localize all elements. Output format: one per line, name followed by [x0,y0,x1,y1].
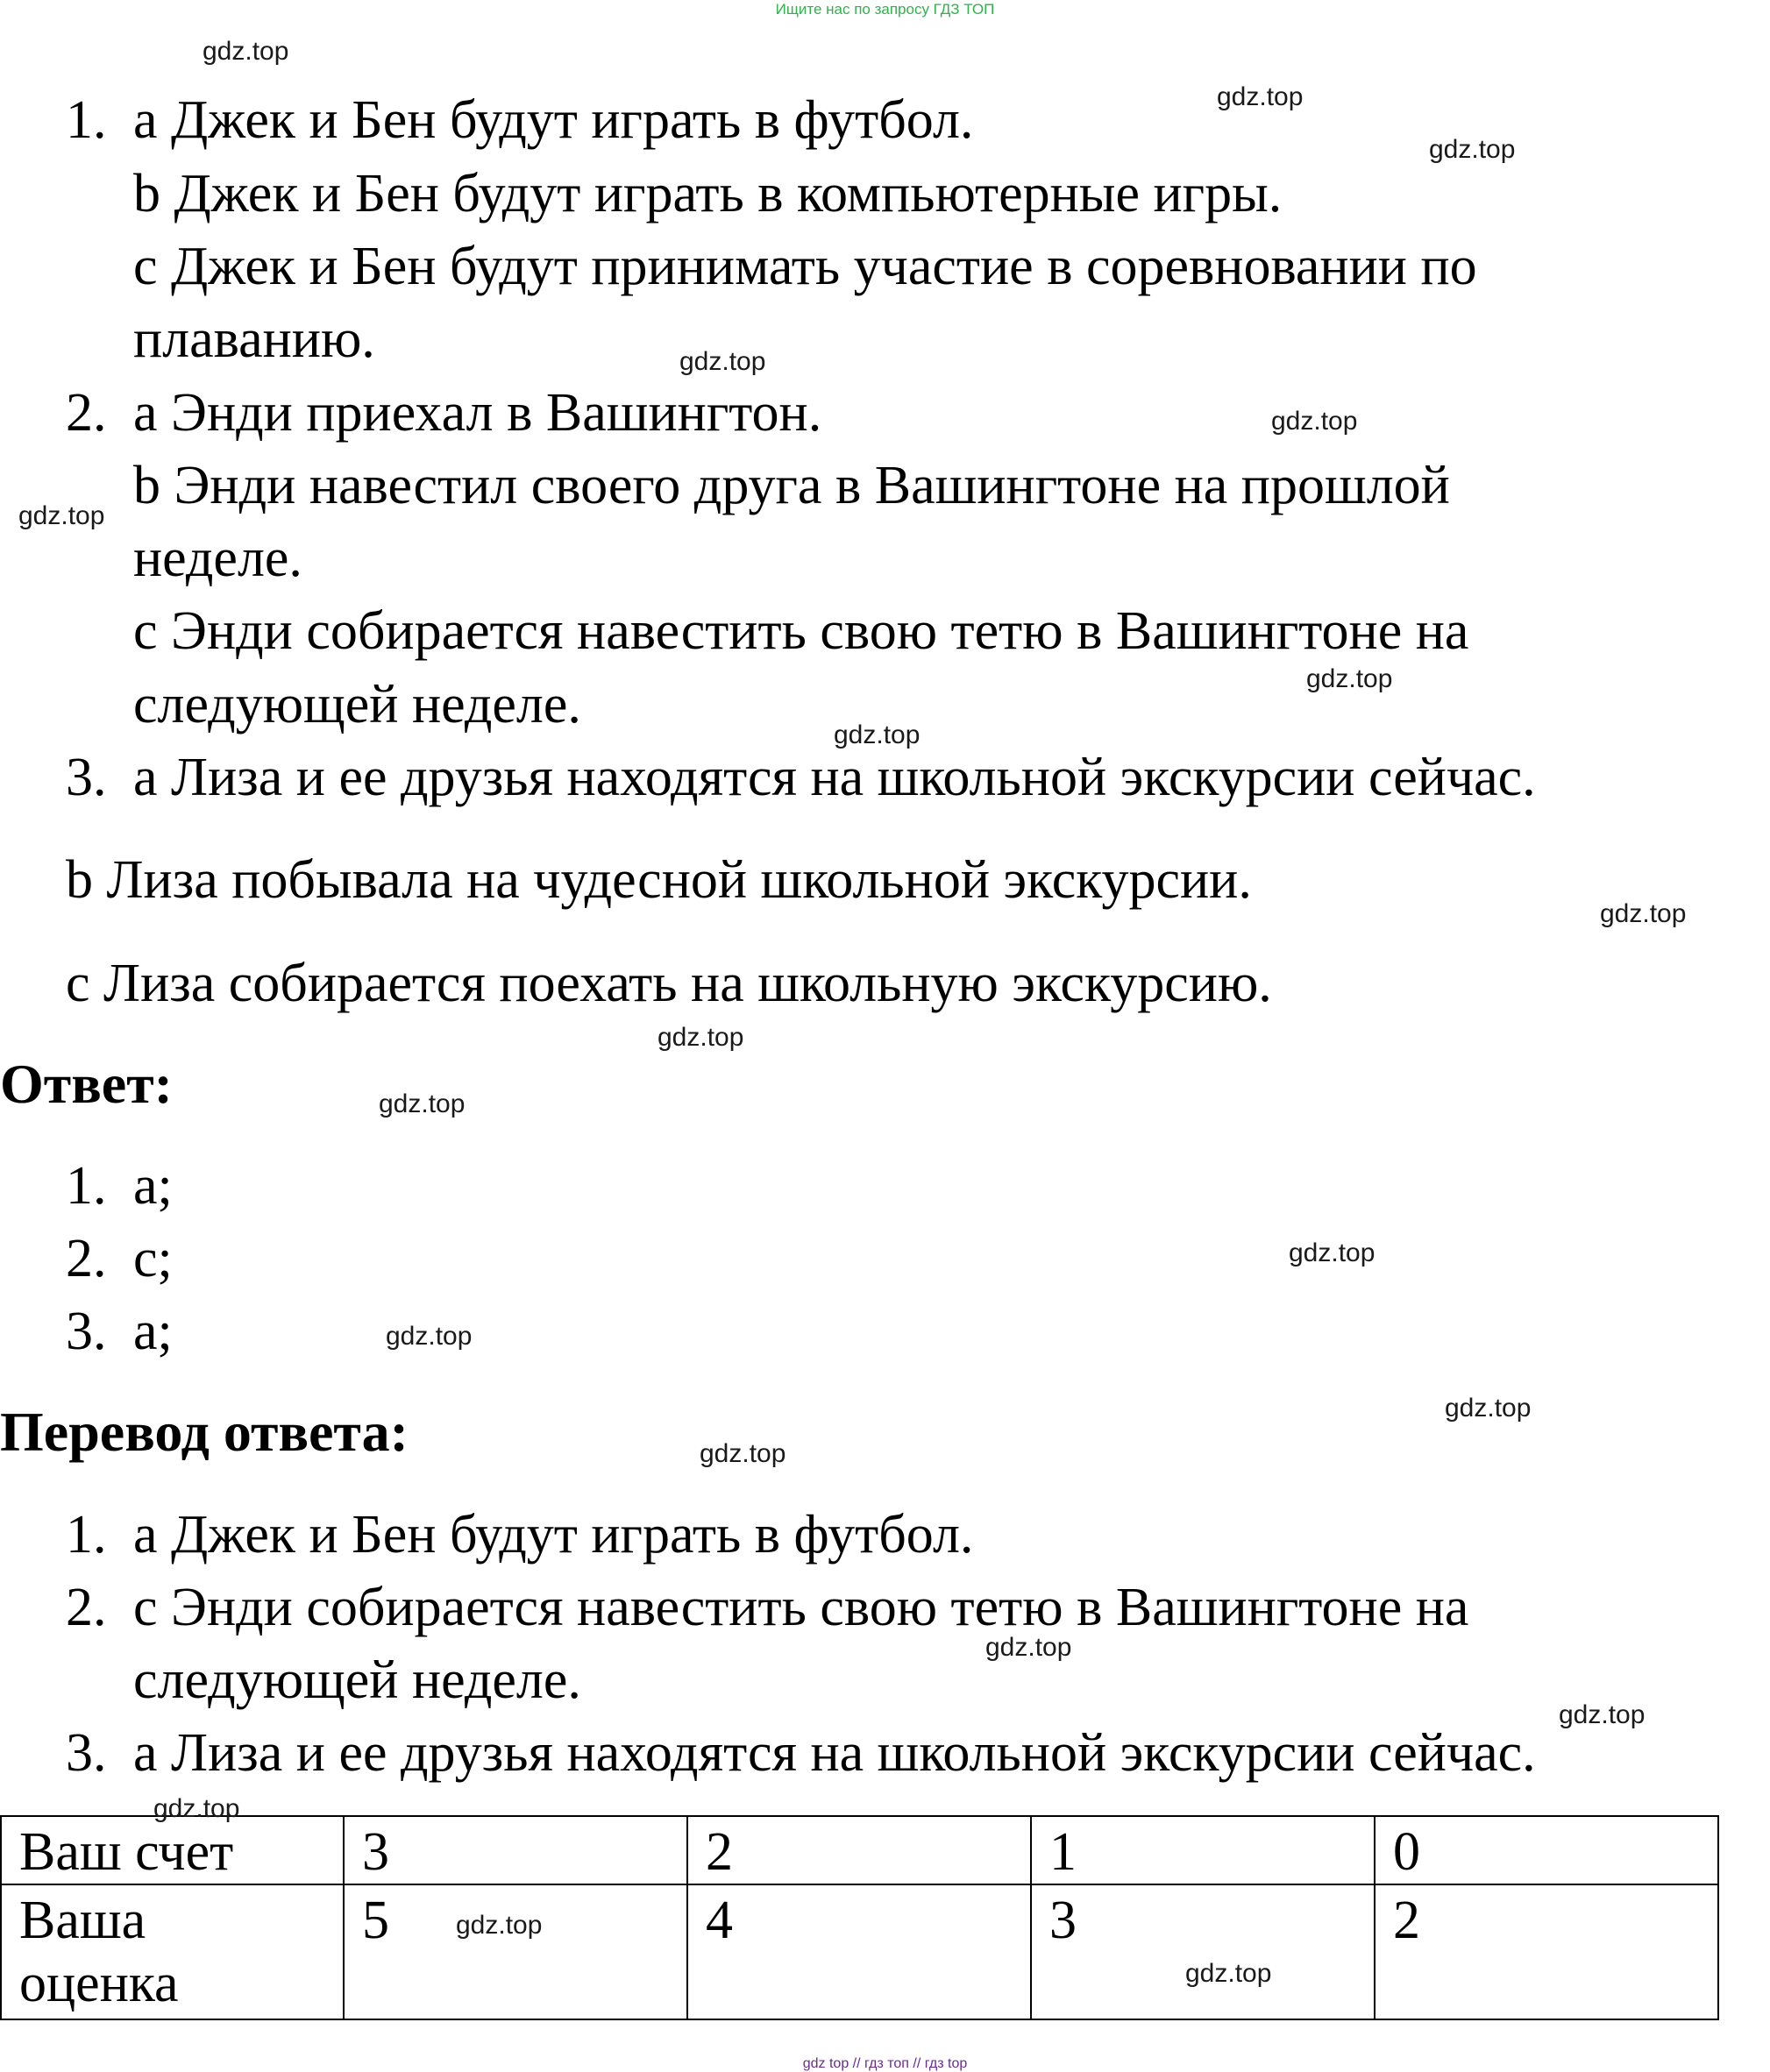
watermark-text: gdz.top [1600,899,1687,928]
watermark-text: gdz.top [658,1023,744,1052]
translation-heading: Перевод ответа: [0,1401,409,1463]
answer-heading: Ответ: [0,1053,173,1115]
footer [0,2056,1770,2072]
grade-label [1,1884,344,2019]
question-2-option-c: c Энди собирается навестить свою тетю в Вашингтоне на [133,601,1469,661]
grade-cell: 3 [1031,1884,1375,2019]
translation-3-number: 3. [66,1723,107,1783]
grade-cell: 5 [344,1884,687,2019]
translation-2-number: 2. [66,1578,107,1637]
watermark-text: gdz.top [1445,1394,1532,1423]
translation-2-text: c Энди собирается навестить свою тетю в Вашингтоне на [133,1578,1469,1637]
watermark-text: gdz.top [203,37,289,66]
question-1-option-c-cont: плаванию. [133,309,375,369]
watermark-text: gdz.top [1217,82,1304,111]
score-cell: 3 [344,1816,687,1884]
watermark-text: gdz.top [153,1794,240,1823]
score-label: Ваш счет [1,1816,344,1884]
question-3-option-c: c Лиза собирается поехать на школьную экскурсию. [66,954,1272,1013]
question-2-option-b-cont: неделе. [133,529,302,588]
question-3-option-a: a Лиза и ее друзья находятся на школьной экскурсии сейчас. [133,748,1536,807]
answer-1-value: a; [133,1156,173,1216]
watermark-text: gdz.top [18,501,105,530]
translation-2-text-cont: следующей неделе. [133,1650,581,1710]
watermark-text: gdz.top [1289,1238,1375,1267]
watermark-text: gdz.top [1271,407,1358,436]
translation-1-number: 1. [66,1505,107,1565]
watermark-text: gdz.top [679,347,766,376]
question-1-number: 1. [66,90,107,150]
watermark-text: gdz.top [1306,664,1393,693]
question-2-option-c-cont: следующей неделе. [133,675,581,734]
answer-2-number: 2. [66,1229,107,1288]
watermark-text: gdz.top [1185,1959,1272,1988]
watermark-text: gdz.top [456,1911,543,1940]
grade-cell: 4 [687,1884,1031,2019]
grade-label-line-2: оценка [19,1954,179,2013]
footer-separator: // [913,2056,921,2071]
question-3-option-b: b Лиза побывала на чудесной школьной экскурсии. [66,850,1252,910]
question-1-option-b: b Джек и Бен будут играть в компьютерные игры. [133,164,1283,224]
watermark-text: gdz.top [1429,135,1516,164]
score-row [1,1816,1718,1884]
answer-1-number: 1. [66,1156,107,1216]
watermark-text: gdz.top [1559,1700,1646,1729]
translation-3-text: a Лиза и ее друзья находятся на школьной экскурсии сейчас. [133,1723,1536,1783]
question-2-option-b: b Энди навестил своего друга в Вашингтоне на прошлой [133,456,1450,515]
translation-1-text: a Джек и Бен будут играть в футбол. [133,1505,974,1565]
answer-3-value: a; [133,1302,173,1361]
watermark-text: gdz.top [700,1439,786,1468]
watermark-text: gdz.top [834,720,921,749]
score-cell: 0 [1375,1816,1718,1884]
watermark-text: gdz.top [386,1322,473,1351]
question-2-option-a: a Энди приехал в Вашингтон. [133,383,822,443]
score-table [0,1815,1719,2020]
score-cell: 1 [1031,1816,1375,1884]
answer-2-value: c; [133,1229,173,1288]
footer-separator: // [852,2056,861,2071]
question-1-option-c: c Джек и Бен будут принимать участие в соревновании по [133,237,1477,296]
watermark-text: gdz.top [379,1089,466,1118]
footer-link[interactable]: gdz top [802,2056,849,2071]
question-1-option-a: a Джек и Бен будут играть в футбол. [133,90,974,150]
question-2-number: 2. [66,383,107,443]
score-cell: 2 [687,1816,1031,1884]
search-banner: Ищите нас по запросу ГДЗ ТОП [775,1,995,18]
answer-3-number: 3. [66,1302,107,1361]
question-3-number: 3. [66,748,107,807]
grade-cell: 2 [1375,1884,1718,2019]
footer-link[interactable]: гдз топ [864,2056,909,2071]
grade-label-line-1: Ваша [19,1891,146,1950]
grade-row [1,1884,1718,2019]
watermark-text: gdz.top [985,1633,1072,1662]
footer-link[interactable]: гдз top [924,2056,968,2071]
